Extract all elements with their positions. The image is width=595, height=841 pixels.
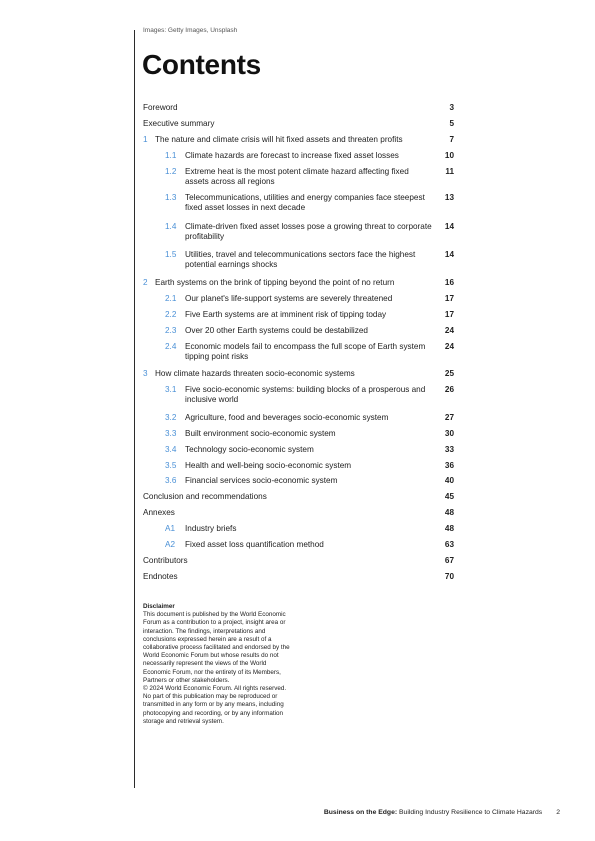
toc-entry[interactable]	[143, 572, 454, 582]
toc-entry-label: Fixed asset loss quantification method	[185, 540, 324, 549]
toc-entry-page: 3	[449, 103, 454, 112]
toc-entry[interactable]	[143, 492, 454, 502]
toc-entry-number: 2	[143, 278, 148, 287]
toc-entry-number: 1	[143, 135, 148, 144]
toc-entry-page: 17	[444, 310, 454, 319]
toc-entry-label: Financial services socio-economic system	[185, 476, 338, 485]
toc-entry[interactable]	[143, 135, 454, 145]
toc-entry-label: Climate-driven fixed asset losses pose a growing threat to corporate profitability	[185, 222, 432, 242]
toc-entry-page: 5	[449, 119, 454, 128]
toc-entry-page: 45	[444, 492, 454, 501]
toc-entry[interactable]	[143, 508, 454, 518]
toc-entry-label: Economic models fail to encompass the full scope of Earth system tipping point risks	[185, 342, 426, 362]
toc-entry[interactable]	[143, 476, 454, 486]
toc-entry-label: The nature and climate crisis will hit fixed assets and threaten profits	[155, 135, 403, 144]
toc-entry-label: Earth systems on the brink of tipping beyond the point of no return	[155, 278, 395, 287]
toc-entry-number: 1.3	[165, 193, 177, 202]
toc-entry[interactable]	[143, 385, 454, 406]
toc-entry[interactable]	[143, 342, 454, 363]
toc-entry-label: Climate hazards are forecast to increase fixed asset losses	[185, 151, 399, 160]
toc-entry-page: 7	[449, 135, 454, 144]
toc-entry[interactable]	[143, 119, 454, 129]
footer-title: Building Industry Resilience to Climate Hazards	[397, 809, 543, 816]
toc-entry-label: Endnotes	[143, 572, 178, 581]
toc-entry-page: 26	[444, 385, 454, 394]
toc-entry-number: A2	[165, 540, 176, 549]
toc-entry-label: Built environment socio-economic system	[185, 429, 336, 438]
disclaimer-body: This document is published by the World Economic Forum as a contribution to a project, insight area or interaction. The findings, interpretations and conclusions expressed herein are a result of a collaborative process facilitated and endorsed by the World Economic Forum but whose results do not necessarily represent the views of the World Economic Forum, nor the entirety of its Members, Partners or other stakeholders.	[143, 611, 290, 684]
toc-entry-page: 40	[444, 476, 454, 485]
toc-entry-label: Conclusion and recommendations	[143, 492, 267, 501]
toc-entry-label: Health and well-being socio-economic system	[185, 461, 352, 470]
toc-entry[interactable]	[143, 429, 454, 439]
toc-entry[interactable]	[143, 461, 454, 471]
toc-entry-label: Contributors	[143, 556, 188, 565]
toc-entry-page: 70	[444, 572, 454, 581]
toc-entry-label: Extreme heat is the most potent climate hazard affecting fixed assets across all regions	[185, 167, 409, 187]
toc-entry-label: Five socio-economic systems: building blocks of a prosperous and inclusive world	[185, 385, 426, 405]
toc-entry-page: 67	[444, 556, 454, 565]
toc-entry-number: 3	[143, 369, 148, 378]
toc-entry-page: 48	[444, 508, 454, 517]
toc-entry[interactable]	[143, 151, 454, 161]
toc-entry[interactable]	[143, 167, 454, 188]
toc-entry-number: 2.1	[165, 294, 177, 303]
toc-entry-number: 1.1	[165, 151, 177, 160]
toc-entry[interactable]	[143, 310, 454, 320]
toc-entry-label: Foreword	[143, 103, 178, 112]
toc-entry-page: 14	[444, 222, 454, 231]
toc-entry[interactable]	[143, 524, 454, 534]
toc-entry[interactable]	[143, 103, 454, 113]
toc-entry[interactable]	[143, 193, 454, 214]
toc-entry-page: 30	[444, 429, 454, 438]
page-title: Contents	[142, 49, 261, 80]
toc-entry[interactable]	[143, 222, 454, 243]
toc-entry-number: A1	[165, 524, 176, 533]
toc-entry-number: 3.6	[165, 476, 177, 485]
toc-entry-label: Utilities, travel and telecommunications sectors face the highest potential earnings shocks	[185, 250, 416, 270]
disclaimer	[143, 603, 293, 726]
margin-rule	[134, 30, 135, 788]
toc-entry[interactable]	[143, 278, 454, 288]
toc-entry-label: Executive summary	[143, 119, 215, 128]
toc-entry-page: 14	[444, 250, 454, 259]
toc-entry-label: Our planet's life-support systems are severely threatened	[185, 294, 393, 303]
page-footer	[324, 809, 560, 816]
toc-entry-page: 11	[445, 167, 454, 176]
toc-entry-number: 3.5	[165, 461, 177, 470]
toc-entry[interactable]	[143, 369, 454, 379]
toc-entry-label: Annexes	[143, 508, 175, 517]
toc-entry-page: 16	[444, 278, 454, 287]
toc-entry[interactable]	[143, 445, 454, 455]
toc-entry-page: 17	[444, 294, 454, 303]
toc-entry-number: 2.4	[165, 342, 177, 351]
toc-entry-page: 24	[444, 326, 454, 335]
toc-entry-number: 1.5	[165, 250, 177, 259]
image-credits: Images: Getty Images, Unsplash	[143, 27, 238, 34]
toc-entry[interactable]	[143, 556, 454, 566]
toc-entry-page: 25	[444, 369, 454, 378]
toc-entry-number: 2.3	[165, 326, 177, 335]
toc-entry-label: Telecommunications, utilities and energy companies face steepest fixed asset losses in next decade	[185, 193, 425, 213]
toc-entry[interactable]	[143, 250, 454, 271]
toc-entry-label: Five Earth systems are at imminent risk of tipping today	[185, 310, 387, 319]
toc-entry-page: 36	[444, 461, 454, 470]
toc-entry[interactable]	[143, 413, 454, 423]
toc-entry[interactable]	[143, 540, 454, 550]
toc-entry-page: 48	[444, 524, 454, 533]
toc-entry[interactable]	[143, 326, 454, 336]
toc-entry-label: How climate hazards threaten socio-economic systems	[155, 369, 355, 378]
toc-entry-number: 2.2	[165, 310, 177, 319]
toc-entry-number: 3.2	[165, 413, 177, 422]
toc-entry-page: 13	[444, 193, 454, 202]
toc-entry-label: Over 20 other Earth systems could be destabilized	[185, 326, 368, 335]
toc-entry-number: 3.1	[165, 385, 177, 394]
toc-entry-number: 3.3	[165, 429, 177, 438]
toc-entry-page: 27	[444, 413, 454, 422]
toc-entry-label: Agriculture, food and beverages socio-economic system	[185, 413, 389, 422]
disclaimer-heading: Disclaimer	[143, 603, 175, 610]
copyright-notice: © 2024 World Economic Forum. All rights reserved. No part of this publication may be reproduced or transmitted in any form or by any means, including photocopying and recording, or by any information storage and retrieval system.	[143, 685, 287, 725]
toc-entry-number: 1.2	[165, 167, 177, 176]
toc-entry-page: 24	[444, 342, 454, 351]
footer-title-bold: Business on the Edge:	[323, 809, 398, 816]
toc-entry[interactable]	[143, 294, 454, 304]
toc-entry-label: Industry briefs	[185, 524, 237, 533]
toc-entry-page: 10	[444, 151, 454, 160]
toc-entry-number: 1.4	[165, 222, 177, 231]
page-number: 2	[556, 809, 560, 816]
toc-entry-page: 33	[444, 445, 454, 454]
toc-entry-label: Technology socio-economic system	[185, 445, 314, 454]
toc-entry-number: 3.4	[165, 445, 177, 454]
toc-entry-page: 63	[444, 540, 454, 549]
